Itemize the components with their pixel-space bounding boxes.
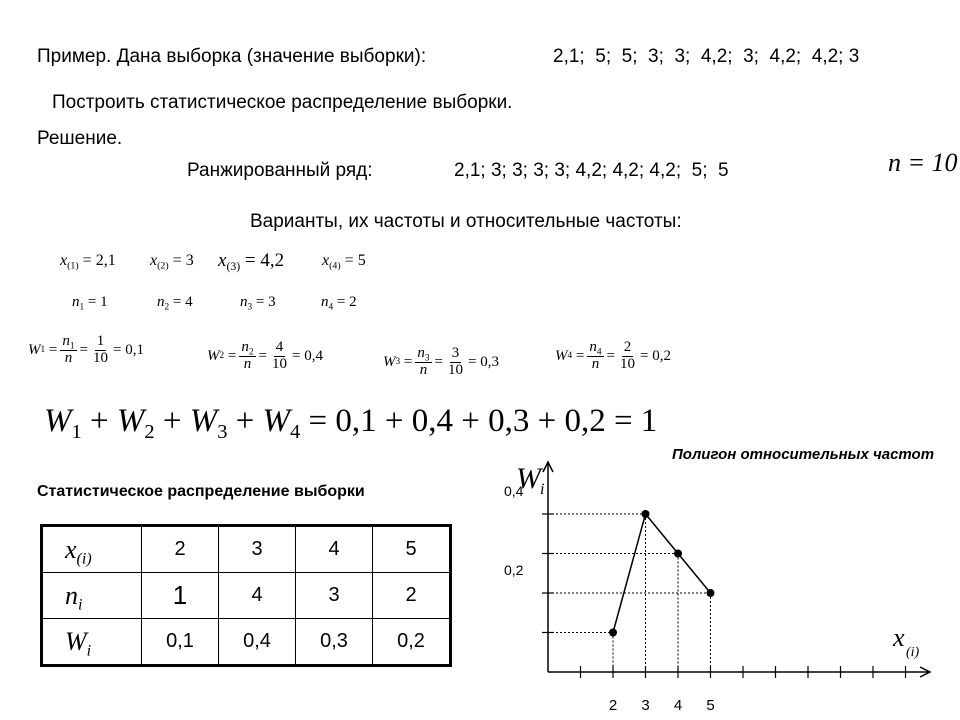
example-label: Пример. Дана выборка (значение выборки): xyxy=(37,46,427,67)
task-text: Построить статистическое распределение выборки. xyxy=(52,92,513,113)
variant-w-2: W 2 = $\frac{n_2}{n}$ = $\frac{4}{10}$ = 0,4 xyxy=(207,339,323,372)
row-header-w: $W_i$ xyxy=(42,619,142,666)
chart-title: Полигон относительных частот xyxy=(672,446,935,463)
variant-x-3: $x_{(3)} = 4,2$ xyxy=(218,250,285,274)
table-cell: 5 xyxy=(373,526,451,573)
data-point xyxy=(642,510,650,518)
chart-labels xyxy=(504,462,920,714)
x-tick-label: 3 xyxy=(641,697,650,714)
table-cell: 0,1 xyxy=(142,619,219,666)
sample-values: 2,1; 5; 5; 3; 3; 4,2; 3; 4,2; 4,2; 3 xyxy=(553,46,860,67)
ranked-values: 2,1; 3; 3; 3; 3; 4,2; 4,2; 4,2; 5; 5 xyxy=(454,160,729,181)
chart-guide-lines xyxy=(548,514,711,672)
variant-n-4: $n_4 = 2$ xyxy=(321,294,357,313)
sum-equation: $W_1 + W_2 + W_3 + W_4 = 0,1 + 0,4 + 0,3 + 0,2 = 1$ xyxy=(44,403,658,444)
y-axis-label-index: i xyxy=(540,481,545,498)
chart-series xyxy=(609,510,715,637)
table-cell: 0,4 xyxy=(219,619,296,666)
solution-label: Решение. xyxy=(37,128,123,149)
variant-x-2: $x_{(2)} = 3$ xyxy=(150,252,194,272)
row-header-x: $x_{(i)}$ xyxy=(42,526,142,573)
table-cell: 2 xyxy=(142,526,219,573)
ranked-label: Ранжированный ряд: xyxy=(187,160,373,181)
row-header-n: $n_i$ xyxy=(42,573,142,619)
y-tick-label: 0,2 xyxy=(504,562,524,578)
data-point xyxy=(609,629,617,637)
data-point xyxy=(707,589,715,597)
x-tick-label: 5 xyxy=(706,697,715,714)
variant-x-4: $x_{(4)} = 5$ xyxy=(322,252,366,272)
table-cell: 4 xyxy=(296,526,373,573)
table-cell: 3 xyxy=(296,573,373,619)
variant-w-4: W 4 = $\frac{n_4}{n}$ = $\frac{2}{10}$ = 0,2 xyxy=(555,339,671,372)
table-cell: 0,3 xyxy=(296,619,373,666)
variant-n-1: $n_1 = 1$ xyxy=(72,294,108,313)
x-axis-label-index: (i) xyxy=(906,645,920,660)
table-title: Статистическое распределение выборки xyxy=(37,483,365,500)
x-tick-label: 4 xyxy=(673,697,683,714)
table-cell: 3 xyxy=(219,526,296,573)
table-cell: 4 xyxy=(219,573,296,619)
y-axis-label: W xyxy=(516,462,541,495)
n-total: n = 10 xyxy=(888,148,958,177)
series-line xyxy=(613,514,711,633)
chart-ticks xyxy=(542,514,906,678)
table-cell: 0,2 xyxy=(373,619,451,666)
variants-heading: Варианты, их частоты и относительные частоты: xyxy=(250,211,682,232)
data-point xyxy=(674,550,682,558)
variant-w-1: W 1 = $\frac{n_1}{n}$ = $\frac{1}{10}$ = 0,1 xyxy=(28,333,144,366)
variant-x-1: $x_{(1)} = 2,1$ xyxy=(60,252,116,272)
x-tick-label: 2 xyxy=(608,697,618,714)
variant-n-3: $n_3 = 3$ xyxy=(240,294,276,313)
variant-n-2: $n_2 = 4$ xyxy=(157,294,193,313)
chart-axes xyxy=(543,462,930,677)
y-tick-label: 0,4 xyxy=(504,483,524,499)
x-axis-label: x xyxy=(893,623,905,652)
table-cell: 2 xyxy=(373,573,451,619)
table-cell: 1 xyxy=(142,573,219,619)
variant-w-3: W 3 = $\frac{n_3}{n}$ = $\frac{3}{10}$ = 0,3 xyxy=(383,345,499,378)
